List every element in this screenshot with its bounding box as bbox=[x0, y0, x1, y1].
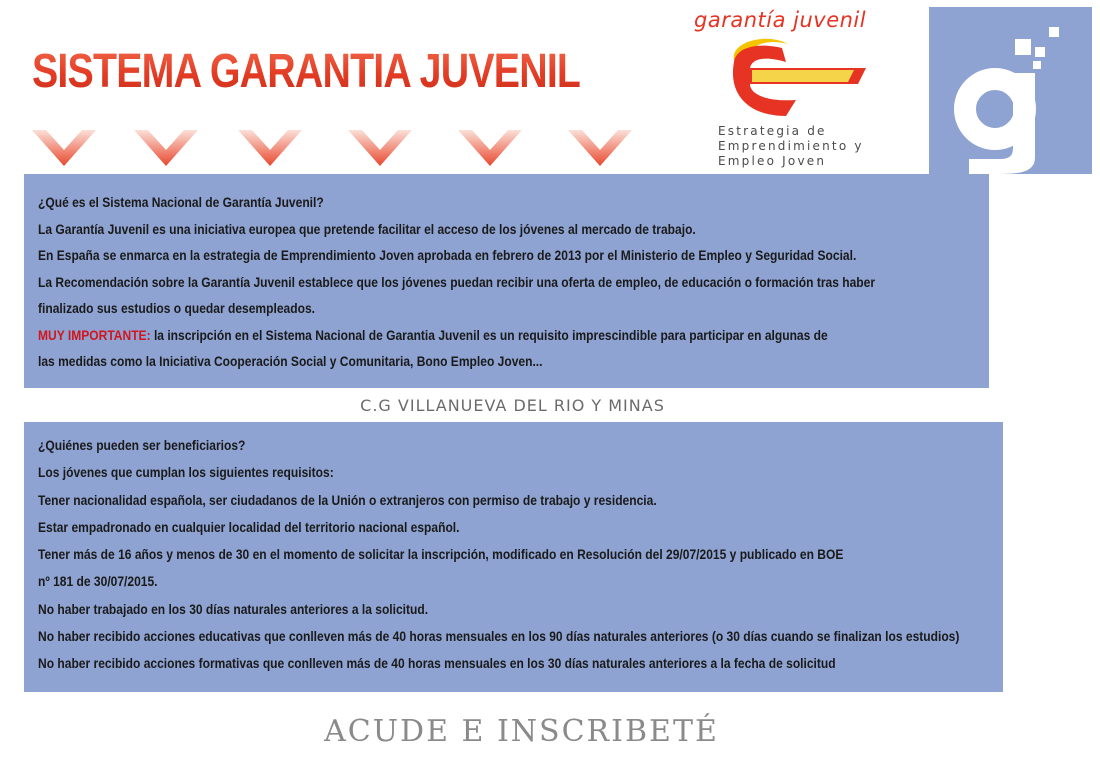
requirement-item: No haber recibido acciones educativas que conlleven más de 40 horas mensuales en los 90 días naturales anteriores (o 30 días cuando se finalizan los estudios) bbox=[38, 628, 960, 645]
chevron-down-icon bbox=[238, 130, 302, 172]
section-heading: ¿Qué es el Sistema Nacional de Garantía Juvenil? bbox=[38, 194, 324, 210]
g-logo-panel bbox=[929, 7, 1092, 174]
paragraph-line: Los jóvenes que cumplan los siguientes requisitos: bbox=[38, 464, 334, 481]
logo-subtitle bbox=[718, 124, 864, 169]
chevron-row bbox=[32, 130, 652, 174]
important-label: MUY IMPORTANTE: bbox=[38, 326, 151, 343]
call-to-action: ACUDE E INSCRIBETÉ bbox=[324, 714, 719, 749]
requirement-item-continued: nº 181 de 30/07/2015. bbox=[38, 573, 158, 590]
logo-subtitle-line: Emprendimiento y bbox=[718, 139, 864, 153]
garantia-juvenil-logo bbox=[690, 4, 930, 176]
logo-subtitle-line: Empleo Joven bbox=[718, 154, 827, 168]
paragraph-line: La Recomendación sobre la Garantía Juvenil establece que los jóvenes puedan recibir una oferta de empleo, de educación o formación tras haber bbox=[38, 273, 876, 290]
chevron-down-icon bbox=[348, 130, 412, 172]
info-panel-what bbox=[24, 174, 989, 388]
important-line bbox=[38, 322, 856, 349]
paragraph-line: En España se enmarca en la estrategia de Emprendimiento Joven aprobada en febrero de 2013 por el Ministerio de Empleo y Seguridad Social. bbox=[38, 247, 857, 263]
requirement-item: Estar empadronado en cualquier localidad del territorio nacional español. bbox=[38, 518, 460, 535]
requirement-item: Tener más de 16 años y menos de 30 en el momento de solicitar la inscripción, modificado en Resolución del 29/07/2015 y publicado en BOE bbox=[38, 546, 844, 563]
paragraph-line: La Garantía Juvenil es una iniciativa europea que pretende facilitar el acceso de los jóvenes al mercado de trabajo. bbox=[38, 220, 696, 237]
chevron-down-icon bbox=[134, 130, 198, 172]
requirement-item: Tener nacionalidad española, ser ciudadanos de la Unión o extranjeros con permiso de trabajo y residencia. bbox=[38, 491, 657, 508]
paragraph-line: las medidas como la Iniciativa Cooperación Social y Comunitaria, Bono Empleo Joven... bbox=[38, 353, 543, 369]
chevron-down-icon bbox=[458, 130, 522, 172]
chevron-down-icon bbox=[568, 130, 632, 172]
section-heading: ¿Quiénes pueden ser beneficiarios? bbox=[38, 437, 246, 453]
centre-name: C.G VILLANUEVA DEL RIO Y MINAS bbox=[360, 396, 665, 415]
logo-wordmark: garantía juvenil bbox=[694, 8, 867, 32]
logo-subtitle-line: Estrategia de bbox=[718, 124, 827, 138]
requirement-item: No haber trabajado en los 30 días naturales anteriores a la solicitud. bbox=[38, 600, 429, 617]
paragraph-line: finalizado sus estudios o quedar desempleados. bbox=[38, 300, 315, 316]
flag-ribbon-icon bbox=[726, 32, 876, 124]
requirement-item: No haber recibido acciones formativas que conlleven más de 40 horas mensuales en los 30 días naturales anteriores a la fecha de solicitud bbox=[38, 655, 836, 672]
info-panel-who bbox=[24, 422, 1003, 692]
important-text: la inscripción en el Sistema Nacional de Garantia Juvenil es un requisito imprescindible para participar en algunas de bbox=[150, 326, 828, 343]
chevron-down-icon bbox=[32, 130, 96, 172]
page-title: SISTEMA GARANTIA JUVENIL bbox=[32, 45, 581, 98]
g-logo-icon bbox=[929, 7, 1092, 174]
